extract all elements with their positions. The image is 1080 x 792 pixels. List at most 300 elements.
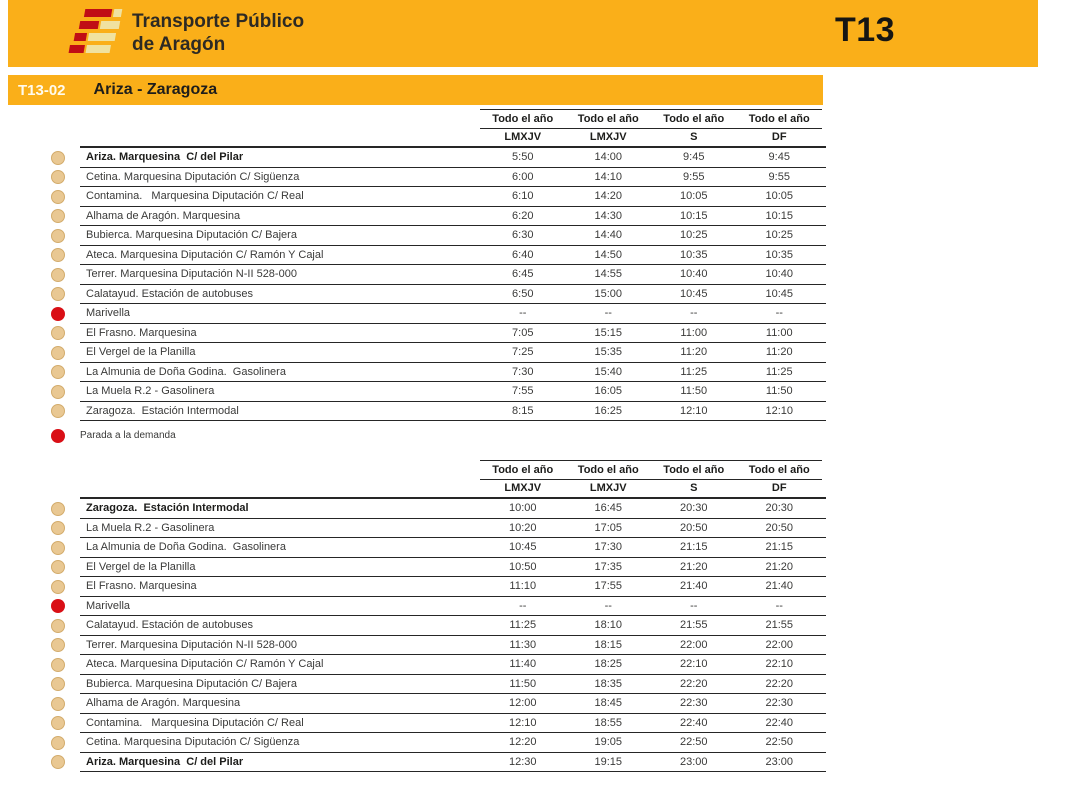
time-value: 22:50 [679, 736, 708, 749]
stop-icon [51, 697, 65, 711]
time-value: 22:00 [765, 638, 794, 651]
dot-cell [36, 636, 80, 656]
time-value: 11:20 [680, 346, 708, 359]
stop-name: Calatayud. Estación de autobuses [86, 287, 253, 300]
time-value: -- [519, 307, 527, 320]
table-row [36, 714, 826, 734]
stop-name: El Frasno. Marquesina [86, 326, 197, 339]
time-value: 7:55 [512, 385, 534, 398]
stop-icon [51, 638, 65, 652]
dot-column-spacer [36, 480, 80, 500]
route-name: Ariza - Zaragoza [93, 81, 218, 98]
time-value: 22:40 [765, 716, 794, 729]
time-value: 22:00 [679, 638, 708, 651]
stop-icon [51, 151, 65, 165]
table-row [36, 402, 826, 422]
row-grid [80, 733, 826, 753]
time-value: 22:20 [765, 677, 794, 690]
row-grid [80, 499, 826, 519]
stop-icon [51, 365, 65, 379]
time-value: 12:10 [765, 404, 794, 417]
row-grid [80, 285, 826, 305]
legend-label: Parada a la demanda [80, 430, 176, 441]
time-value: 21:40 [765, 580, 794, 593]
dot-column-spacer [36, 129, 80, 149]
table-row [36, 226, 826, 246]
row-grid [80, 226, 826, 246]
table-row [36, 324, 826, 344]
time-value: 9:55 [683, 170, 705, 183]
day-header-row [36, 480, 826, 500]
day-header-cell: LMXJV [504, 482, 542, 495]
dot-cell [36, 246, 80, 266]
time-value: 11:40 [509, 658, 537, 671]
time-value: 18:55 [594, 716, 623, 729]
day-header-cell: LMXJV [504, 131, 542, 144]
dot-cell [36, 597, 80, 617]
time-value: 18:45 [594, 697, 623, 710]
stop-name: Bubierca. Marquesina Diputación C/ Bajera [86, 229, 297, 242]
stop-icon [51, 619, 65, 633]
dot-cell [36, 304, 80, 324]
time-value: 21:20 [679, 560, 708, 573]
stop-icon [51, 170, 65, 184]
day-header-grid [80, 129, 826, 149]
time-value: 11:25 [509, 619, 537, 632]
stop-icon [51, 560, 65, 574]
time-value: 10:05 [679, 190, 708, 203]
time-value: 11:20 [765, 346, 793, 359]
stop-name: Cetina. Marquesina Diputación C/ Sigüenza [86, 170, 300, 183]
table-row [36, 187, 826, 207]
row-grid [80, 304, 826, 324]
time-value: 11:30 [509, 638, 537, 651]
time-value: 10:15 [679, 209, 708, 222]
table-row [36, 636, 826, 656]
time-value: -- [519, 599, 527, 612]
row-grid [80, 382, 826, 402]
day-header-grid [80, 480, 826, 500]
stop-column-spacer [80, 109, 480, 129]
time-value: 12:20 [508, 736, 537, 749]
time-value: -- [604, 307, 612, 320]
time-value: 10:05 [765, 190, 794, 203]
stop-name: Terrer. Marquesina Diputación N-II 528-000 [86, 268, 297, 281]
season-header-cell: Todo el año [566, 460, 652, 480]
demand-stop-icon [51, 307, 65, 321]
time-value: 10:40 [765, 268, 794, 281]
row-grid [80, 675, 826, 695]
time-value: 20:50 [765, 521, 794, 534]
time-value: 11:50 [680, 385, 708, 398]
time-value: 11:00 [680, 326, 708, 339]
dot-column-spacer [36, 109, 80, 129]
row-grid [80, 577, 826, 597]
stop-name: La Muela R.2 - Gasolinera [86, 521, 215, 534]
stop-name: Ariza. Marquesina C/ del Pilar [86, 151, 244, 164]
stop-icon [51, 229, 65, 243]
row-grid [80, 558, 826, 578]
time-value: -- [775, 599, 783, 612]
time-value: 5:50 [512, 151, 534, 164]
row-grid [80, 363, 826, 383]
time-value: 6:30 [512, 229, 534, 242]
stop-name: Ateca. Marquesina Diputación C/ Ramón Y Cajal [86, 248, 324, 261]
time-value: 20:50 [679, 521, 708, 534]
stop-name: Bubierca. Marquesina Diputación C/ Bajera [86, 677, 297, 690]
return-timetable [36, 460, 826, 772]
stop-name: El Vergel de la Planilla [86, 560, 196, 573]
time-value: 22:10 [765, 658, 794, 671]
day-header-row [36, 129, 826, 149]
time-value: 10:50 [508, 560, 537, 573]
stop-name: La Muela R.2 - Gasolinera [86, 385, 215, 398]
dot-cell [36, 714, 80, 734]
time-value: 20:30 [765, 502, 794, 515]
time-value: 23:00 [679, 755, 708, 768]
time-value: 12:30 [508, 755, 537, 768]
table-row [36, 343, 826, 363]
time-value: 8:15 [512, 404, 534, 417]
time-value: 14:50 [594, 248, 623, 261]
table-row [36, 246, 826, 266]
row-grid [80, 714, 826, 734]
stop-name: La Almunia de Doña Godina. Gasolinera [86, 541, 286, 554]
time-value: 15:15 [594, 326, 623, 339]
time-value: 16:05 [594, 385, 623, 398]
dot-cell [36, 675, 80, 695]
timetable-content [36, 109, 826, 772]
route-bar [8, 75, 823, 105]
stop-name: El Vergel de la Planilla [86, 346, 196, 359]
table-row [36, 148, 826, 168]
dot-cell [36, 148, 80, 168]
stop-icon [51, 346, 65, 360]
time-value: -- [775, 307, 783, 320]
stop-icon [51, 677, 65, 691]
row-grid [80, 402, 826, 422]
row-grid [80, 187, 826, 207]
time-value: 23:00 [765, 755, 794, 768]
dot-cell [36, 402, 80, 422]
row-grid [80, 148, 826, 168]
legend [36, 426, 826, 445]
day-header-cell: LMXJV [589, 131, 627, 144]
stop-icon [51, 385, 65, 399]
time-value: 10:45 [508, 541, 537, 554]
time-value: 17:35 [594, 560, 623, 573]
stop-icon [51, 268, 65, 282]
time-value: -- [690, 307, 698, 320]
row-grid [80, 655, 826, 675]
time-value: 11:25 [680, 365, 708, 378]
stop-name: Marivella [86, 599, 131, 612]
stop-icon [51, 716, 65, 730]
time-value: 15:35 [594, 346, 623, 359]
time-value: 21:15 [679, 541, 708, 554]
row-grid [80, 597, 826, 617]
time-value: 16:45 [594, 502, 623, 515]
demand-stop-icon [51, 599, 65, 613]
day-header-cell: LMXJV [589, 482, 627, 495]
brand-title [132, 9, 304, 57]
stop-icon [51, 326, 65, 340]
time-value: 14:10 [594, 170, 623, 183]
stop-name: Contamina. Marquesina Diputación C/ Real [86, 190, 304, 203]
season-header-cell: Todo el año [651, 109, 737, 129]
season-header-cell: Todo el año [651, 460, 737, 480]
time-value: 10:40 [679, 268, 708, 281]
time-value: 19:05 [594, 736, 623, 749]
time-value: 10:25 [765, 229, 794, 242]
dot-cell [36, 168, 80, 188]
time-value: 14:00 [594, 151, 623, 164]
time-value: 6:10 [512, 190, 534, 203]
stop-name: Marivella [86, 307, 131, 320]
brand [72, 9, 304, 58]
time-value: 17:30 [594, 541, 623, 554]
time-value: 11:50 [765, 385, 793, 398]
time-value: 14:30 [594, 209, 623, 222]
table-row [36, 675, 826, 695]
time-value: 10:35 [765, 248, 794, 261]
stop-name: Alhama de Aragón. Marquesina [86, 209, 241, 222]
time-value: 6:00 [512, 170, 534, 183]
dot-cell [36, 733, 80, 753]
table-row [36, 382, 826, 402]
dot-cell [36, 207, 80, 227]
time-value: 10:25 [679, 229, 708, 242]
row-grid [80, 265, 826, 285]
table-row [36, 733, 826, 753]
time-value: 11:10 [509, 580, 537, 593]
time-value: 19:15 [594, 755, 623, 768]
time-value: 12:10 [508, 716, 537, 729]
season-header-grid [80, 109, 826, 129]
table-row [36, 694, 826, 714]
table-row [36, 499, 826, 519]
time-value: 20:30 [679, 502, 708, 515]
season-header-row [36, 460, 826, 480]
time-value: 6:20 [512, 209, 534, 222]
time-value: 18:25 [594, 658, 623, 671]
route-code: T13 [835, 11, 896, 49]
time-value: 18:35 [594, 677, 623, 690]
time-value: 12:00 [508, 697, 537, 710]
time-value: 22:30 [679, 697, 708, 710]
time-value: 7:25 [512, 346, 534, 359]
time-value: 17:55 [594, 580, 623, 593]
stop-icon [51, 580, 65, 594]
table-row [36, 577, 826, 597]
time-value: 11:50 [509, 677, 537, 690]
stop-name: Terrer. Marquesina Diputación N-II 528-000 [86, 638, 297, 651]
dot-cell [36, 538, 80, 558]
time-value: 18:10 [594, 619, 623, 632]
season-header-row [36, 109, 826, 129]
row-grid [80, 246, 826, 266]
table-row [36, 285, 826, 305]
header-band [8, 0, 1038, 67]
stop-name: Zaragoza. Estación Intermodal [86, 502, 249, 515]
table-row [36, 558, 826, 578]
stop-icon [51, 521, 65, 535]
time-value: 10:15 [765, 209, 794, 222]
time-value: 10:20 [508, 521, 537, 534]
row-grid [80, 616, 826, 636]
time-value: 10:35 [679, 248, 708, 261]
stop-icon [51, 541, 65, 555]
row-grid [80, 519, 826, 539]
stop-name: Ateca. Marquesina Diputación C/ Ramón Y Cajal [86, 658, 324, 671]
dot-cell [36, 382, 80, 402]
row-grid [80, 753, 826, 773]
time-value: 15:40 [594, 365, 623, 378]
season-header-cell: Todo el año [566, 109, 652, 129]
dot-cell [36, 343, 80, 363]
table-row [36, 304, 826, 324]
dot-cell [36, 499, 80, 519]
row-grid [80, 636, 826, 656]
dot-cell [36, 187, 80, 207]
season-header-cell: Todo el año [737, 109, 823, 129]
season-header-cell: Todo el año [480, 109, 566, 129]
dot-cell [36, 265, 80, 285]
stop-name: Contamina. Marquesina Diputación C/ Real [86, 716, 304, 729]
time-value: 14:40 [594, 229, 623, 242]
table-row [36, 168, 826, 188]
table-row [36, 519, 826, 539]
time-value: 16:25 [594, 404, 623, 417]
time-value: 17:05 [594, 521, 623, 534]
time-value: 22:20 [679, 677, 708, 690]
row-grid [80, 343, 826, 363]
brand-title-line2: de Aragón [132, 33, 226, 55]
row-grid [80, 538, 826, 558]
table-row [36, 753, 826, 773]
time-value: 6:40 [512, 248, 534, 261]
demand-stop-icon [51, 429, 65, 443]
table-row [36, 655, 826, 675]
season-header-cell: Todo el año [480, 460, 566, 480]
time-value: 9:45 [683, 151, 705, 164]
time-value: 22:40 [679, 716, 708, 729]
time-value: 12:10 [679, 404, 708, 417]
time-value: 9:55 [768, 170, 790, 183]
time-value: 6:50 [512, 287, 534, 300]
table-row [36, 616, 826, 636]
time-value: -- [604, 599, 612, 612]
table-row [36, 597, 826, 617]
dot-cell [36, 285, 80, 305]
time-value: 6:45 [512, 268, 534, 281]
time-value: 22:50 [765, 736, 794, 749]
time-value: 18:15 [594, 638, 623, 651]
dot-cell [36, 519, 80, 539]
day-header-cell: S [690, 482, 698, 495]
dot-cell [36, 324, 80, 344]
dot-cell [36, 753, 80, 773]
time-value: 11:00 [765, 326, 793, 339]
time-value: -- [690, 599, 698, 612]
time-value: 10:45 [679, 287, 708, 300]
time-value: 22:10 [679, 658, 708, 671]
route-subcode: T13-02 [18, 81, 66, 99]
time-value: 11:25 [765, 365, 793, 378]
time-value: 10:45 [765, 287, 794, 300]
stop-name: Ariza. Marquesina C/ del Pilar [86, 755, 244, 768]
time-value: 21:55 [765, 619, 794, 632]
time-value: 14:55 [594, 268, 623, 281]
time-value: 7:05 [512, 326, 534, 339]
dot-cell [36, 558, 80, 578]
dot-cell [36, 226, 80, 246]
stop-name: La Almunia de Doña Godina. Gasolinera [86, 365, 286, 378]
season-header-grid [80, 460, 826, 480]
stop-column-spacer [80, 460, 480, 480]
stop-icon [51, 190, 65, 204]
time-value: 9:45 [768, 151, 790, 164]
stop-icon [51, 248, 65, 262]
day-header-cell: DF [771, 482, 787, 495]
stop-name: El Frasno. Marquesina [86, 580, 197, 593]
day-header-cell: DF [771, 131, 787, 144]
aragon-logo-icon [68, 9, 123, 58]
dot-cell [36, 655, 80, 675]
time-value: 22:30 [765, 697, 794, 710]
time-value: 21:40 [679, 580, 708, 593]
time-value: 21:20 [765, 560, 794, 573]
stop-name: Calatayud. Estación de autobuses [86, 619, 253, 632]
stop-icon [51, 658, 65, 672]
legend-dot-cell [36, 429, 80, 443]
season-header-cell: Todo el año [737, 460, 823, 480]
table-row [36, 265, 826, 285]
stop-icon [51, 404, 65, 418]
time-value: 15:00 [594, 287, 623, 300]
time-value: 10:00 [508, 502, 537, 515]
row-grid [80, 694, 826, 714]
table-row [36, 207, 826, 227]
stop-name: Alhama de Aragón. Marquesina [86, 697, 241, 710]
row-grid [80, 207, 826, 227]
dot-cell [36, 694, 80, 714]
dot-cell [36, 363, 80, 383]
stop-name: Cetina. Marquesina Diputación C/ Sigüenza [86, 736, 300, 749]
dot-column-spacer [36, 460, 80, 480]
time-value: 14:20 [594, 190, 623, 203]
time-value: 21:15 [765, 541, 794, 554]
stop-icon [51, 502, 65, 516]
stop-icon [51, 736, 65, 750]
dot-cell [36, 616, 80, 636]
stop-icon [51, 209, 65, 223]
day-header-cell: S [690, 131, 698, 144]
stop-icon [51, 287, 65, 301]
row-grid [80, 168, 826, 188]
outbound-timetable [36, 109, 826, 421]
time-value: 21:55 [679, 619, 708, 632]
stop-icon [51, 755, 65, 769]
stop-name: Zaragoza. Estación Intermodal [86, 404, 239, 417]
time-value: 7:30 [512, 365, 534, 378]
dot-cell [36, 577, 80, 597]
table-row [36, 363, 826, 383]
brand-title-line1: Transporte Público [132, 11, 305, 32]
row-grid [80, 324, 826, 344]
stop-column-spacer [80, 129, 480, 147]
stop-column-spacer [80, 480, 480, 498]
